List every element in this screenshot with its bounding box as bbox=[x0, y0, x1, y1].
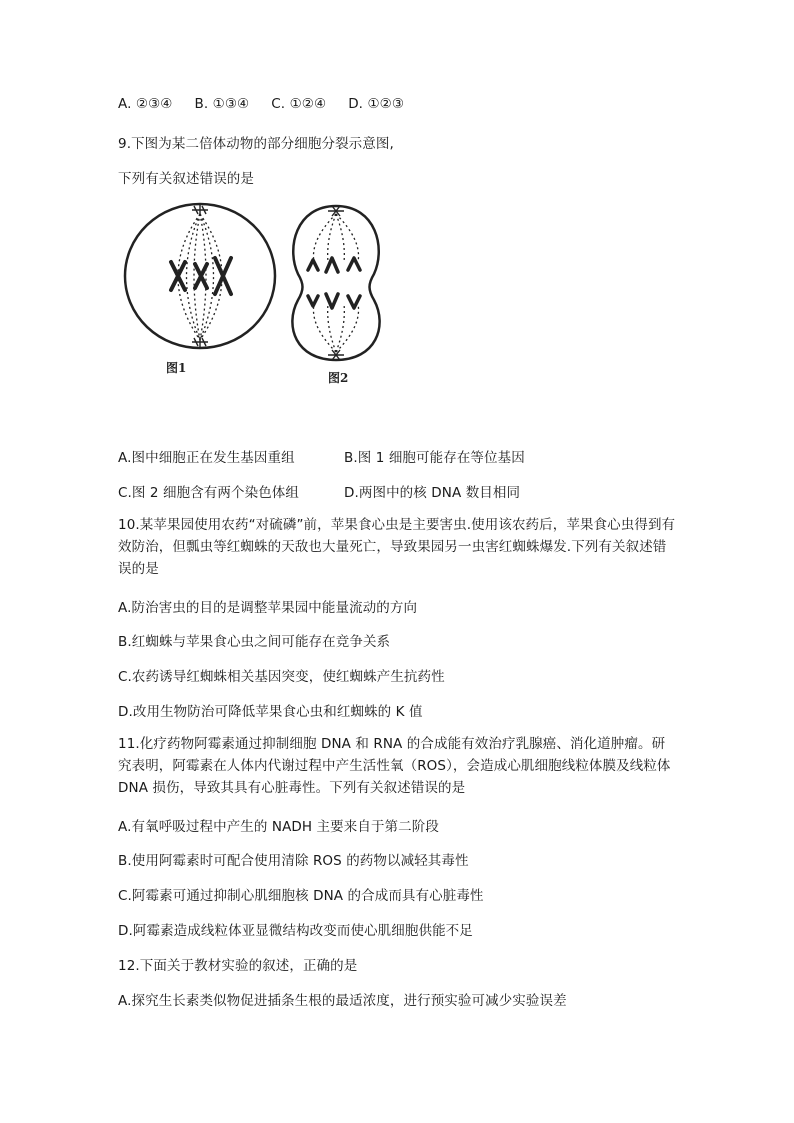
q10-option-c: C.农药诱导红蜘蛛相关基因突变，使红蜘蛛产生抗药性 bbox=[118, 669, 445, 685]
q10-option-a: A.防治害虫的目的是调整苹果园中能量流动的方向 bbox=[118, 600, 418, 616]
q11-option-c: C.阿霉素可通过抑制心肌细胞核 DNA 的合成而具有心脏毒性 bbox=[118, 888, 484, 904]
fig2-cell bbox=[292, 206, 379, 360]
q12-option-a: A.探究生长素类似物促进插条生根的最适浓度，进行预实验可减少实验误差 bbox=[118, 993, 567, 1009]
q8-option-a: A. ②③④ bbox=[118, 96, 173, 112]
q12-stem: 12.下面关于教材实验的叙述，正确的是 bbox=[118, 958, 358, 974]
q9-option-b: B.图 1 细胞可能存在等位基因 bbox=[344, 450, 525, 466]
q8-option-d: D. ①②③ bbox=[348, 96, 405, 112]
q9-options-row2 bbox=[118, 481, 542, 501]
q9-options-row1 bbox=[118, 446, 547, 466]
q8-option-c: C. ①②④ bbox=[271, 96, 327, 112]
q9-option-c: C.图 2 细胞含有两个染色体组 bbox=[118, 485, 299, 501]
q10-option-d: D.改用生物防治可降低苹果食心虫和红蜘蛛的 K 值 bbox=[118, 704, 423, 720]
q9-stem-line2: 下列有关叙述错误的是 bbox=[118, 171, 254, 187]
q10-option-b: B.红蜘蛛与苹果食心虫之间可能存在竞争关系 bbox=[118, 634, 391, 650]
q9-option-d: D.两图中的核 DNA 数目相同 bbox=[344, 485, 521, 501]
cell-division-diagram bbox=[118, 200, 398, 400]
fig2-label: 图2 bbox=[328, 371, 349, 385]
q9-option-a: A.图中细胞正在发生基因重组 bbox=[118, 450, 295, 466]
fig1-cell bbox=[125, 204, 275, 348]
q11-stem: 11.化疗药物阿霉素通过抑制细胞 DNA 和 RNA 的合成能有效治疗乳腺癌、消化道肿瘤。研究表明，阿霉素在人体内代谢过程中产生活性氧（ROS），会造成心肌细胞线粒体膜及线粒体 DNA 损伤，导致其具有心脏毒性。下列有关叙述错误的是 bbox=[118, 736, 671, 796]
q11-option-a: A.有氧呼吸过程中产生的 NADH 主要来自于第二阶段 bbox=[118, 819, 439, 835]
fig1-label: 图1 bbox=[166, 361, 187, 375]
q9-stem-line1: 9.下图为某二倍体动物的部分细胞分裂示意图, bbox=[118, 136, 394, 152]
q8-options bbox=[118, 96, 426, 112]
q11-option-b: B.使用阿霉素时可配合使用清除 ROS 的药物以减轻其毒性 bbox=[118, 853, 469, 869]
q11-option-d: D.阿霉素造成线粒体亚显微结构改变而使心肌细胞供能不足 bbox=[118, 923, 473, 939]
q10-stem: 10.某苹果园使用农药“对硫磷”前，苹果食心虫是主要害虫.使用该农药后，苹果食心虫得到有效防治，但瓢虫等红蜘蛛的天敌也大量死亡，导致果园另一虫害红蜘蛛爆发.下列有关叙述错误的是 bbox=[118, 517, 676, 577]
q8-option-b: B. ①③④ bbox=[194, 96, 250, 112]
cell-division-figure bbox=[118, 200, 398, 400]
